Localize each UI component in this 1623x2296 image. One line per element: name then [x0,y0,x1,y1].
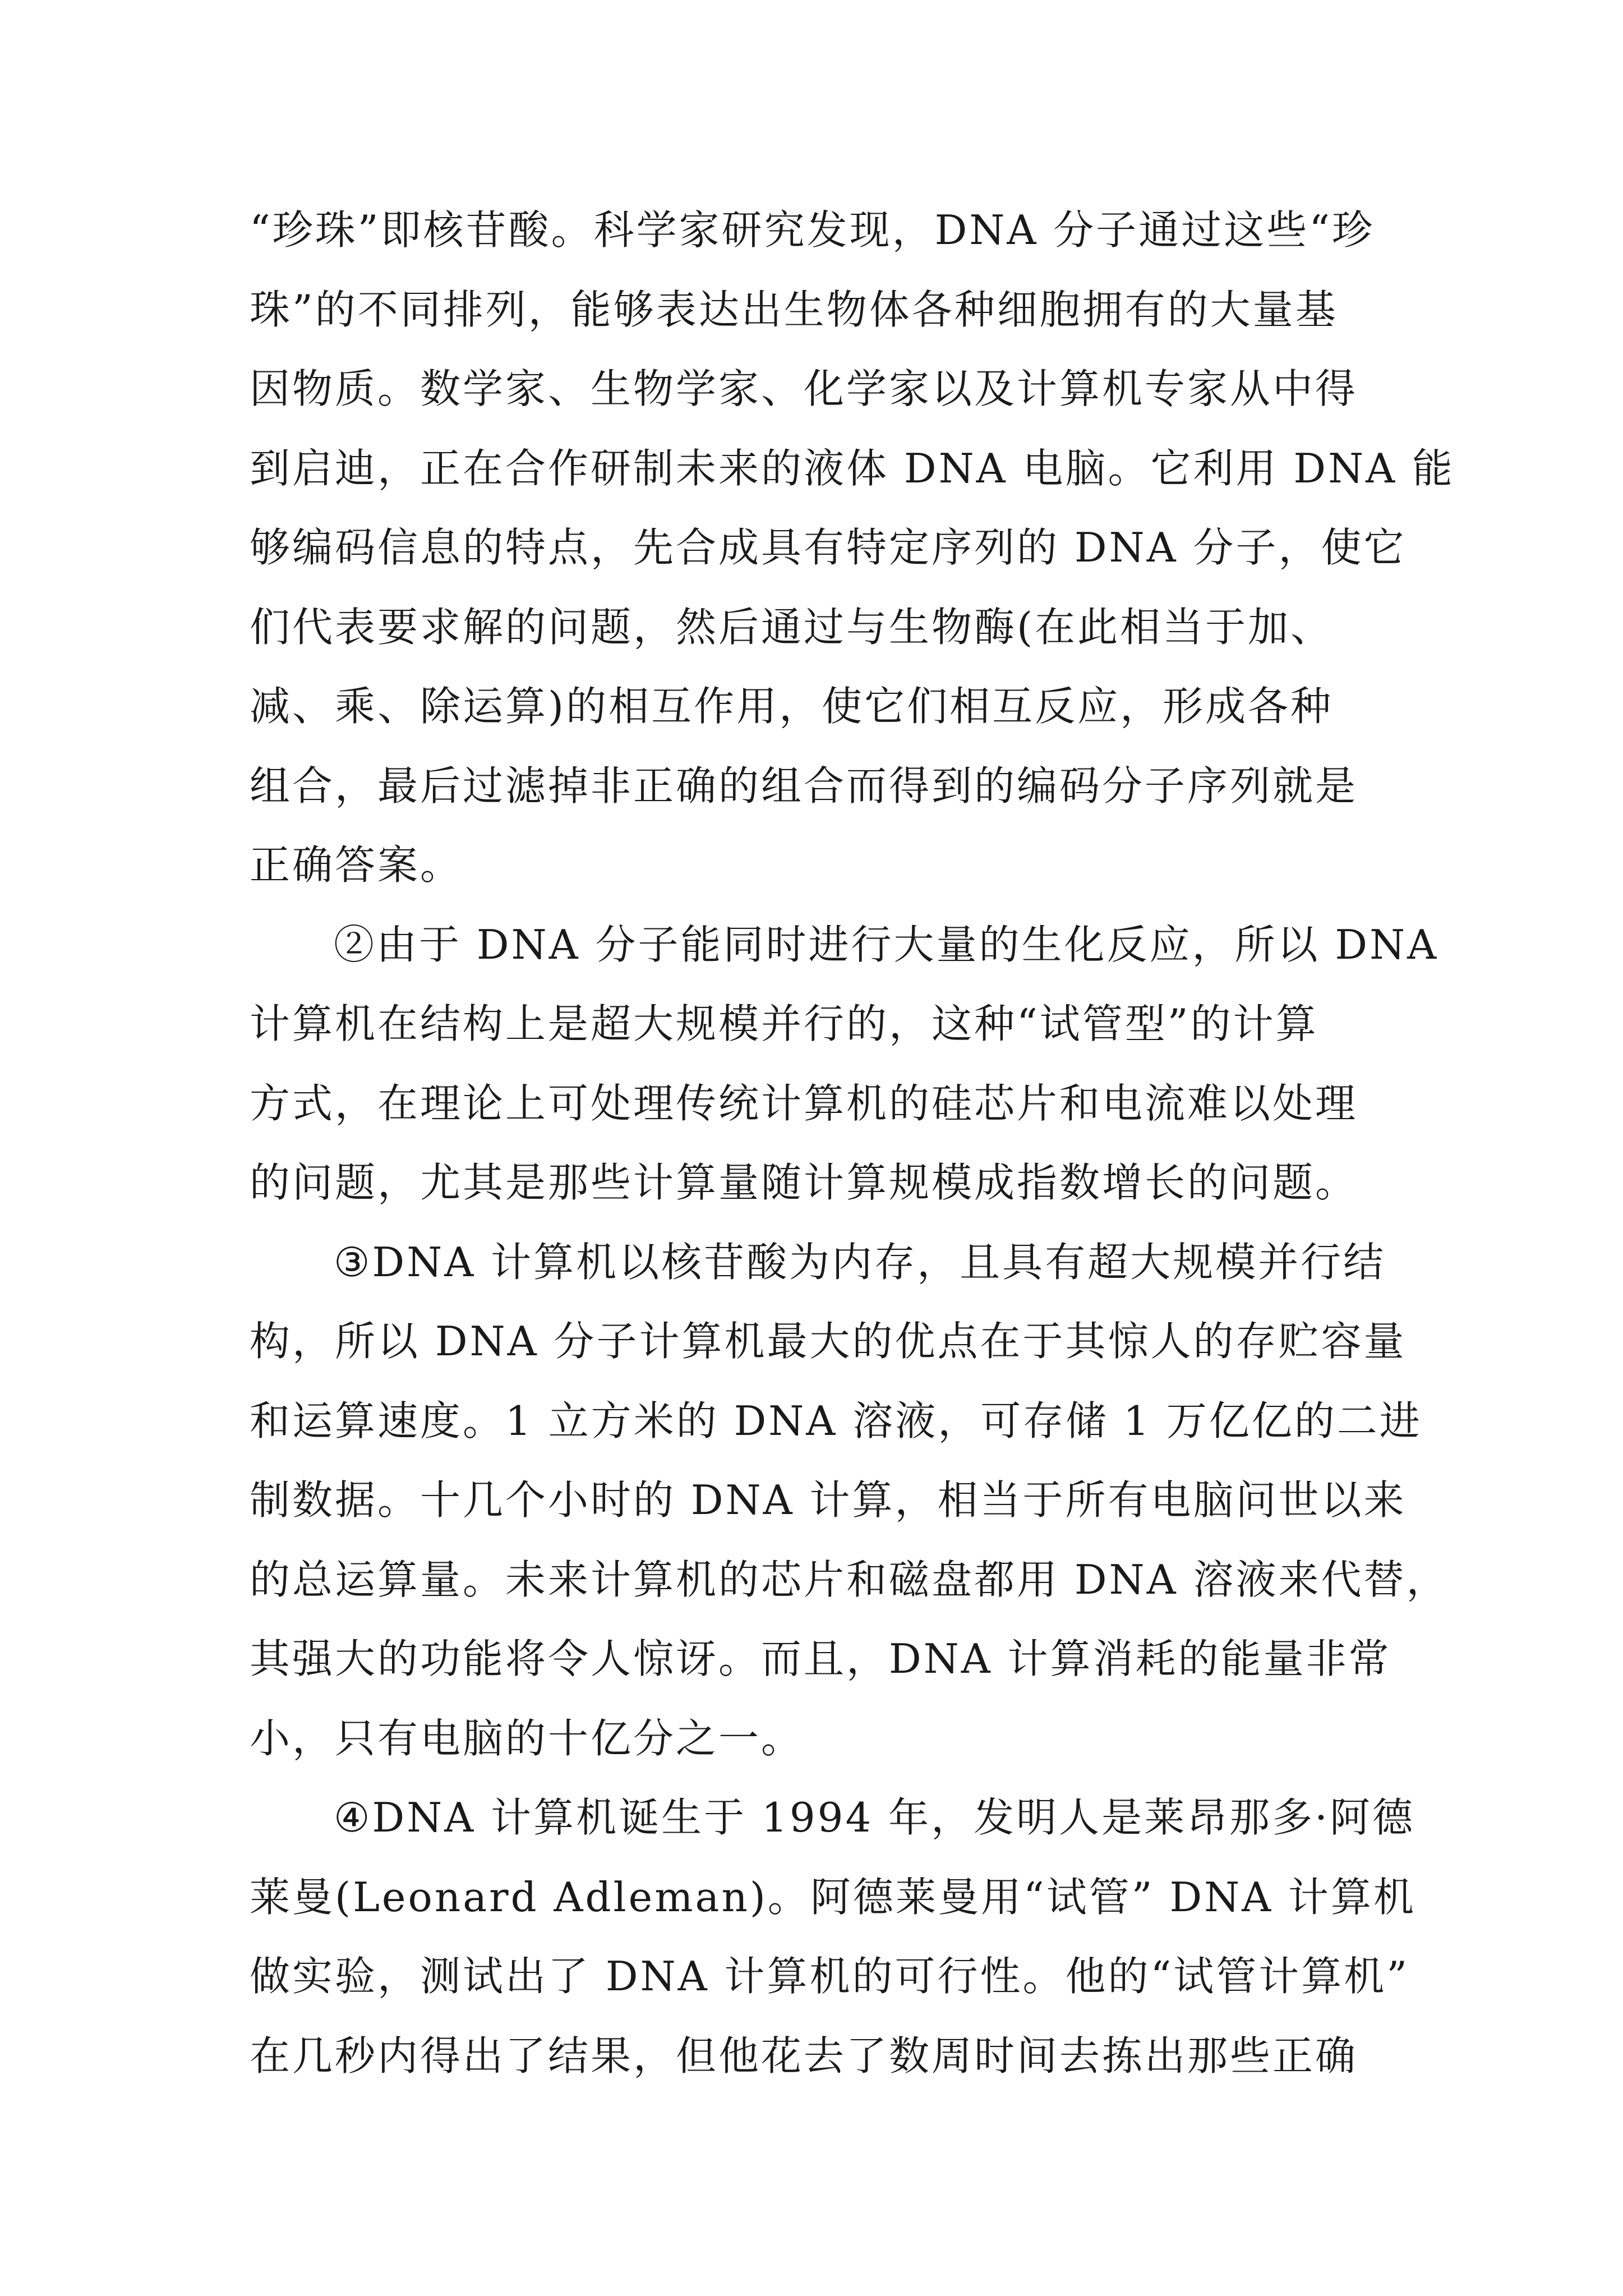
text-line: 和运算速度。1 立方米的 DNA 溶液，可存储 1 万亿亿的二进 [250,1397,1422,1444]
document-page [250,191,1455,2096]
text-line: “珍珠”即核苷酸。科学家研究发现，DNA 分子通过这些“珍 [250,206,1375,254]
text-line: 因物质。数学家、生物学家、化学家以及计算机专家从中得 [250,365,1358,412]
text-line-first: ②由于 DNA 分子能同时进行大量的生化反应，所以 DNA [334,921,1439,968]
text-line: 在几秒内得出了结果，但他花去了数周时间去拣出那些正确 [250,2032,1358,2079]
text-line: 其强大的功能将令人惊讶。而且，DNA 计算消耗的能量非常 [250,1635,1391,1682]
text-line: 够编码信息的特点，先合成具有特定序列的 DNA 分子，使它 [250,524,1407,571]
text-line: 组合，最后过滤掉非正确的组合而得到的编码分子序列就是 [250,762,1358,809]
text-line: 正确答案。 [250,841,463,889]
paragraph-3 [250,1223,1449,1779]
paragraph-4 [250,1778,1417,2096]
paragraph-1 [250,191,1455,905]
text-line: 的问题，尤其是那些计算量随计算规模成指数增长的问题。 [250,1159,1358,1206]
text-line: 做实验，测试出了 DNA 计算机的可行性。他的“试管计算机” [250,1953,1410,2000]
text-line: 们代表要求解的问题，然后通过与生物酶(在此相当于加、 [250,603,1334,651]
text-line: 构，所以 DNA 分子计算机最大的优点在于其惊人的存贮容量 [250,1318,1407,1365]
text-line: 莱曼(Leonard Adleman)。阿德莱曼用“试管” DNA 计算机 [250,1873,1417,1921]
text-line: 到启迪，正在合作研制未来的液体 DNA 电脑。它利用 DNA 能 [250,444,1455,492]
text-line: 小，只有电脑的十亿分之一。 [250,1714,804,1762]
text-line: 减、乘、除运算)的相互作用，使它们相互反应，形成各种 [250,683,1334,730]
text-line: 计算机在结构上是超大规模并行的，这种“试管型”的计算 [250,1000,1318,1047]
text-line-first: ③DNA 计算机以核苷酸为内存，且具有超大规模并行结 [334,1238,1386,1286]
text-line: 珠”的不同排列，能够表达出生物体各种细胞拥有的大量基 [250,286,1338,333]
text-line: 方式，在理论上可处理传统计算机的硅芯片和电流难以处理 [250,1079,1358,1127]
text-line-first: ④DNA 计算机诞生于 1994 年，发明人是莱昂那多·阿德 [334,1794,1415,1841]
paragraph-2 [250,905,1439,1223]
text-line: 的总运算量。未来计算机的芯片和磁盘都用 DNA 溶液来代替， [250,1556,1449,1603]
text-line: 制数据。十几个小时的 DNA 计算，相当于所有电脑问世以来 [250,1476,1407,1524]
